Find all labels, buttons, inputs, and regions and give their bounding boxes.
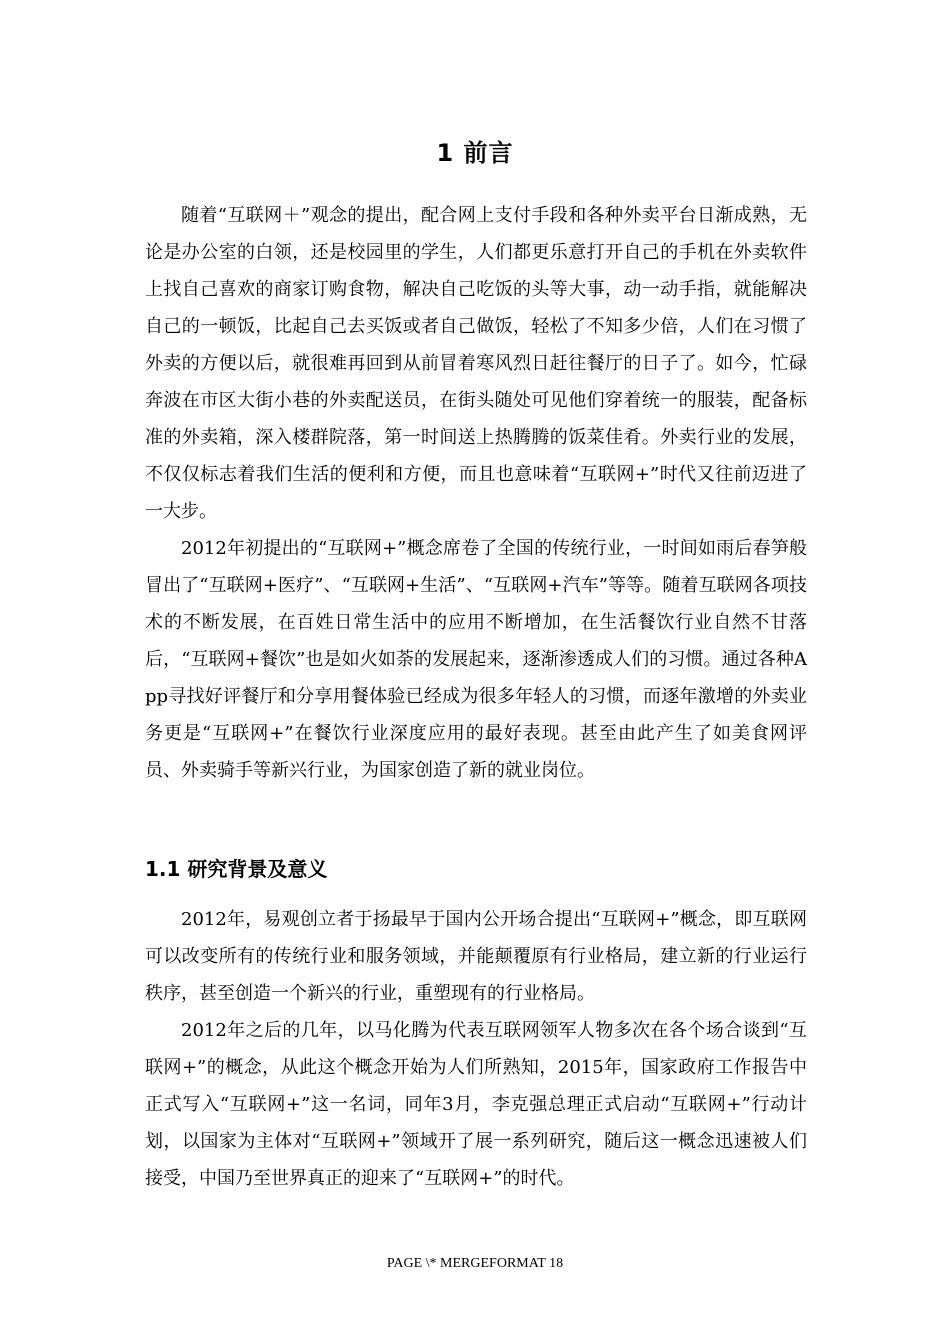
page-footer: PAGE \* MERGEFORMAT 18 [386, 1256, 564, 1271]
intro-body [145, 197, 807, 789]
chapter-title: 1 前言 [436, 139, 514, 167]
section-paragraph: 2012年之后的几年，以马化腾为代表互联网领军人物多次在各个场合谈到“互联网+”的概念，从此这个概念开始为人们所熟知，2015年，国家政府工作报告中正式写入“互联网+”这一名词，同年3月，李克强总理正式启动“互联网+”行动计划，以国家为主体对“互联网+”领域开了展一系列研究，随后这一概念迅速被人们接受，中国乃至世界真正的迎来了“互联网+”的时代。 [145, 1020, 807, 1189]
section-paragraph: 2012年，易观创立者于扬最早于国内公开场合提出“互联网+”概念，即互联网可以改变所有的传统行业和服务领域，并能颠覆原有行业格局，建立新的行业运行秩序，甚至创造一个新兴的行业，重塑现有的行业格局。 [145, 909, 807, 1004]
intro-paragraph: 2012年初提出的“互联网+”概念席卷了全国的传统行业，一时间如雨后春笋般冒出了“互联网+医疗”、“互联网+生活”、“互联网+汽车”等等。随着互联网各项技术的不断发展，在百姓日常生活中的应用不断增加，在生活餐饮行业自然不甘落后，“互联网+餐饮”也是如火如荼的发展起来，逐渐渗透成人们的习惯。通过各种App寻找好评餐厅和分享用餐体验已经成为很多年轻人的习惯，而逐年激增的外卖业务更是“互联网+”在餐饮行业深度应用的最好表现。甚至由此产生了如美食网评员、外卖骑手等新兴行业，为国家创造了新的就业岗位。 [145, 538, 807, 781]
section-title: 1.1 研究背景及意义 [145, 857, 328, 881]
intro-paragraph: 随着“互联网＋”观念的提出，配合网上支付手段和各种外卖平台日渐成熟，无论是办公室的白领，还是校园里的学生，人们都更乐意打开自己的手机在外卖软件上找自己喜欢的商家订购食物，解决自己吃饭的头等大事，动一动手指，就能解决自己的一顿饭，比起自己去买饭或者自己做饭，轻松了不知多少倍，人们在习惯了外卖的方便以后，就很难再回到从前冒着寒风烈日赶往餐厅的日子了。如今，忙碌奔波在市区大街小巷的外卖配送员，在街头随处可见他们穿着统一的服装，配备标准的外卖箱，深入楼群院落，第一时间送上热腾腾的饭菜佳肴。外卖行业的发展，不仅仅标志着我们生活的便利和方便，而且也意味着“互联网+”时代又往前迈进了一大步。 [145, 205, 807, 522]
section-body [145, 901, 807, 1197]
